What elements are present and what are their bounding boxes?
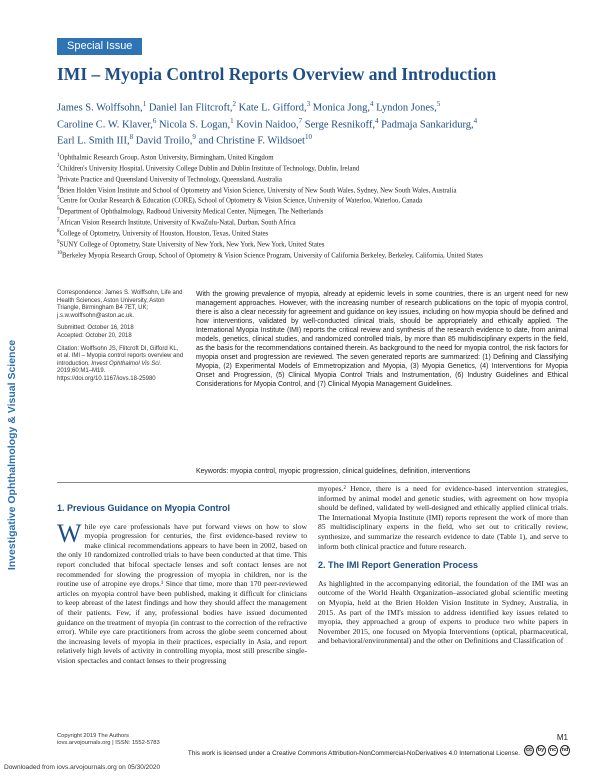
affiliation-item: $^4$Brien Holden Vision Institute and School of Optometry and Vision Science, University of New South Wales, Sydney, New South Wales, Australia	[57, 185, 457, 194]
section-text: hile eye care professionals have put forward views on how to slow myopia progression for centuries, the first evidence-based review to make clinical recommendations appears to have been in 2002, based on the only 10 randomized controlled trials to have been conducted at that time. This report concluded that bifocal spectacle lenses and soft contact lenses are not recommended for slowing the progression of myopia in children, nor is the routine use of atropine eye drops.¹ Since that time, more than 170 peer-reviewed articles on myopia control have been published, making it difficult for clinicians to keep abreast of the latest findings and how they should affect the management of their patients. Few, if any, professional bodies have issued documented guidance on the treatment of myopia (in contrast to the correction of the refractive error). While eye care practitioners from across the globe seem concerned about the increasing levels of myopia in their practices, especially in Asia, and report relatively high levels of activity in controlling myopia, most still prescribe single-vision spectacles and contact lenses to their progressing	[57, 521, 307, 665]
affiliation-item: $^2$Children's University Hospital, University College Dublin and Dublin Institute of Technology, Dublin, Ireland	[57, 163, 360, 173]
affiliation-item: $^5$Centre for Ocular Research & Education (CORE), School of Optometry & Vision Science, University of Waterloo, Waterloo, Canada	[57, 196, 423, 205]
author-list: James S. Wolffsohn,$^1$ Daniel Ian Flitcroft,$^2$ Kate L. Gifford,$^3$ Monica Jong,$^4$ Lyndon Jones,$^5$ Caroline C. W. Klaver,$^6$ Nicola S. Logan,$^1$ Kovin Naidoo,$^7$ Serge Resnikoff,$^4$ Padmaja Sankaridurg,$^4$ Earl L. Smith III,$^8$ David Troilo,$^9$ and Christine F. Wildsoet$^{10}$	[57, 100, 478, 147]
download-notice: Downloaded from iovs.arvojournals.org on 05/30/2020	[4, 764, 161, 771]
section-text: myopes.² Hence, there is a need for evidence-based intervention strategies, informed by animal model and genetic studies, with agreement on how myopia should be defined, validated by well-designed and ethically applied clinical trials. The International Myopia Institute (IMI) reports represent the work of more than 85 multidisciplinary experts in the field, who set out to critically review, synthesize, and summarize the research evidence to date (Table 1), and serve to inform both clinical practice and future research.	[318, 484, 568, 551]
citation: Citation: Wolffsohn JS, Flitcroft DI, Gifford KL, et al. IMI – Myopia control reports overview and introduction. Invest Ophthalmol Vis Sci. 2019;60:M1–M19. https://doi.org/10.1167/iovs.18-25980	[57, 345, 184, 382]
page-number: M1	[556, 733, 568, 742]
section-heading: 2. The IMI Report Generation Process	[318, 560, 479, 571]
affiliation-item: $^{10}$Berkeley Myopia Research Group, School of Optometry & Vision Science Program, University of California Berkeley, Berkeley, California, United States	[57, 250, 483, 259]
affiliation-item: $^7$African Vision Research Institute, University of KwaZulu-Natal, Durban, South Africa	[57, 218, 296, 227]
doi-link[interactable]: 2019;60:M1–M19. https://doi.org/10.1167/iovs.18-25980	[57, 368, 156, 382]
cc-icon: cc	[524, 745, 534, 756]
keywords: Keywords: myopia control, myopic progression, clinical guidelines, definition, interventions	[196, 468, 471, 475]
body-column-right	[318, 484, 568, 646]
nc-icon: nc	[548, 745, 558, 756]
journal-name-vertical: Investigative Ophthalmology & Visual Science	[6, 339, 18, 571]
license-text[interactable]: This work is licensed under a Creative Commons Attribution-NonCommercial-NoDerivatives 4.0 International License.	[187, 750, 520, 757]
article-title: IMI – Myopia Control Reports Overview and Introduction	[57, 64, 497, 84]
special-issue-badge: Special Issue	[57, 38, 142, 55]
drop-cap: W	[57, 518, 82, 548]
submitted-date: Submitted: October 16, 2018	[57, 325, 134, 332]
section-text: As highlighted in the accompanying editorial, the foundation of the IMI was an outcome of the World Health Organization–associated global scientific meeting on Myopia, held at the Brien Holden Vision Institute in Sydney, Australia, in 2015. As part of the IMI's mission to address identified key issues related to myopia, they approached a group of experts to produce two white papers in November 2015, one focused on Myopia Interventions (optical, pharmaceutical, and behavioral/environmental) and the other on Definitions and Classification of	[318, 578, 568, 646]
abstract: With the growing prevalence of myopia, already at epidemic levels in some countries, there is an urgent need for new management approaches. However, with the increasing number of research publications on the topic of myopia control, there is also a clear necessity for agreement and guidance on key issues, including on how myopia should be defined and how interventions, validated by well-conducted clinical trials, should be appropriately and ethically applied. The International Myopia Institute (IMI) reports the critical review and synthesis of the research evidence to date, from animal models, genetics, clinical studies, and randomized controlled trials, by more than 85 multidisciplinary experts in the field, as the basis for the recommendations contained therein. As background to the need for myopia control, the risk factors for myopia onset and progression are reviewed. The seven generated reports are summarized: (1) Defining and Classifying Myopia, (2) Experimental Models of Emmetropization and Myopia, (3) Myopia Genetics, (4) Interventions for Myopia Onset and Progression, (5) Clinical Myopia Control Trials and Instrumentation, (6) Industry Guidelines and Ethical Considerations for Myopia Control, and (7) Clinical Myopia Management Guidelines.	[196, 291, 568, 389]
footer-copyright: Copyright 2019 The Authors iovs.arvojournals.org | ISSN: 1552-5783	[57, 733, 160, 747]
correspondence: Correspondence: James S. Wolffsohn, Life and Health Sciences, Aston University, Aston Triangle, Birmingham B4 7ET, UK; j.s.w.wolffsohn@aston.ac.uk.	[57, 290, 183, 319]
article-meta	[57, 290, 185, 389]
affiliation-list	[57, 152, 577, 261]
body-column-left	[57, 504, 307, 666]
affiliation-item: $^6$Department of Ophthalmology, Radboud University Medical Center, Nijmegen, The Netherlands	[57, 207, 324, 216]
accepted-date: Accepted: October 20, 2018	[57, 332, 132, 339]
section-heading: 1. Previous Guidance on Myopia Control	[57, 503, 231, 513]
cc-license-icon[interactable]	[524, 743, 570, 758]
by-icon: by	[536, 745, 546, 756]
nd-icon: nd	[560, 745, 570, 756]
affiliation-item: $^9$SUNY College of Optometry, State University of New York, New York, New York, United States	[57, 239, 325, 249]
received-dates	[57, 325, 185, 340]
affiliation-item: $^8$College of Optometry, University of Houston, Houston, Texas, United States	[57, 229, 269, 238]
journal-sidebar	[4, 150, 20, 760]
divider	[57, 482, 568, 483]
affiliation-item: $^1$Ophthalmic Research Group, Aston University, Birmingham, United Kingdom	[57, 153, 274, 162]
affiliation-item: $^3$Private Practice and Queensland University of Technology, Queensland, Australia	[57, 174, 282, 183]
